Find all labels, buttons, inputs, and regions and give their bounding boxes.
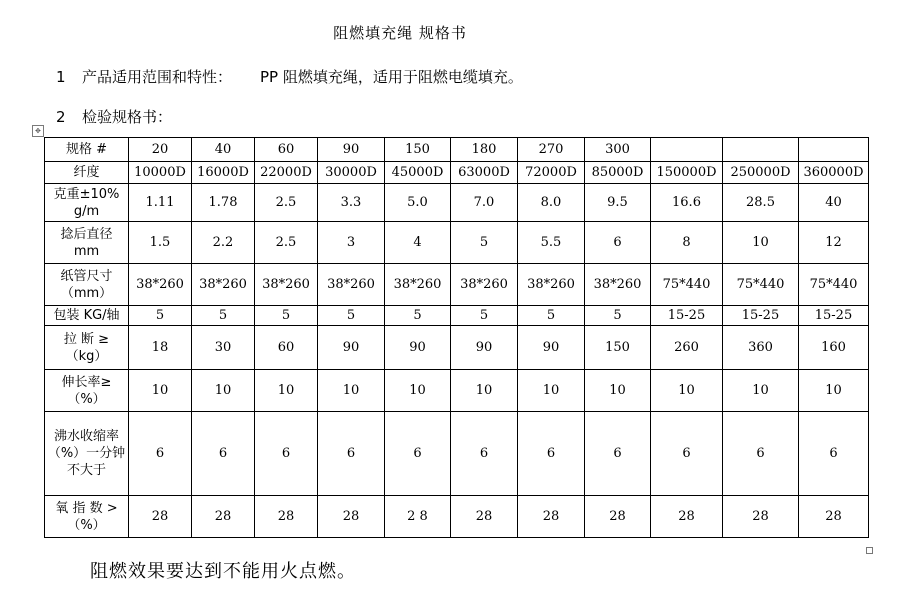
table-cell: 40 [799,184,869,222]
table-cell: 75*440 [799,264,869,306]
row-header: 纤度 [45,162,129,184]
table-cell: 2.5 [255,184,318,222]
table-cell: 18 [129,326,192,370]
table-row [45,162,869,184]
table-cell: 40 [192,138,255,162]
table-cell: 6 [723,412,799,496]
table-cell: 28 [129,496,192,538]
table-cell: 6 [585,222,651,264]
table-cell: 150000D [651,162,723,184]
table-cell: 3.3 [318,184,385,222]
table-cell: 360 [723,326,799,370]
section-1-text: PP 阻燃填充绳，适用于阻燃电缆填充。 [260,68,523,86]
table-cell: 38*260 [192,264,255,306]
table-cell: 28 [723,496,799,538]
table-cell: 2.5 [255,222,318,264]
table-cell: 10 [255,370,318,412]
table-cell: 360000D [799,162,869,184]
table-row [45,412,869,496]
table-cell: 28 [585,496,651,538]
table-cell: 28 [799,496,869,538]
table-cell: 28 [318,496,385,538]
table-row [45,184,869,222]
table-cell: 5 [129,306,192,326]
table-cell: 6 [255,412,318,496]
row-header: 沸水收缩率 （%）一分钟不大于 [45,412,129,496]
table-cell: 10 [723,222,799,264]
table-row [45,496,869,538]
section-1 [56,66,523,87]
table-cell: 38*260 [255,264,318,306]
table-cell: 6 [451,412,518,496]
table-cell: 10 [651,370,723,412]
table-cell: 90 [318,326,385,370]
table-cell: 90 [318,138,385,162]
table-cell: 72000D [518,162,585,184]
table-row [45,138,869,162]
table-cell: 60 [255,326,318,370]
table-cell: 2 8 [385,496,451,538]
table-cell: 180 [451,138,518,162]
table-cell: 10 [723,370,799,412]
table-cell: 6 [192,412,255,496]
table-cell: 300 [585,138,651,162]
row-header: 氧 指 数 > （%） [45,496,129,538]
table-cell: 38*260 [385,264,451,306]
table-cell: 30000D [318,162,385,184]
table-cell [799,138,869,162]
row-header: 包装 KG/轴 [45,306,129,326]
table-cell: 6 [129,412,192,496]
table-cell: 28 [651,496,723,538]
table-cell: 2.2 [192,222,255,264]
table-cell: 6 [799,412,869,496]
table-cell: 60 [255,138,318,162]
table-cell: 38*260 [129,264,192,306]
table-row [45,306,869,326]
table-cell: 9.5 [585,184,651,222]
row-header: 伸长率≥ （%） [45,370,129,412]
table-cell: 20 [129,138,192,162]
table-cell: 5 [451,306,518,326]
table-cell: 6 [651,412,723,496]
table-cell: 90 [385,326,451,370]
table-cell: 28 [451,496,518,538]
table-row [45,326,869,370]
table-cell: 6 [385,412,451,496]
table-cell: 75*440 [723,264,799,306]
table-cell: 38*260 [451,264,518,306]
table-cell: 1.11 [129,184,192,222]
spec-table [44,137,869,538]
table-resize-handle[interactable] [866,547,873,554]
table-cell: 15-25 [799,306,869,326]
table-cell: 5 [318,306,385,326]
table-cell: 5.0 [385,184,451,222]
table-cell: 6 [518,412,585,496]
table-cell: 8 [651,222,723,264]
row-header: 纸管尺寸 （mm） [45,264,129,306]
section-2-number: 2 [56,108,66,126]
table-cell: 4 [385,222,451,264]
table-cell: 85000D [585,162,651,184]
table-cell: 5 [585,306,651,326]
table-cell: 160 [799,326,869,370]
table-cell: 250000D [723,162,799,184]
footer-note: 阻燃效果要达到不能用火点燃。 [90,561,356,582]
section-2-label: 检验规格书： [82,108,173,126]
table-cell: 150 [385,138,451,162]
table-cell: 30 [192,326,255,370]
table-cell: 10 [585,370,651,412]
table-cell: 10 [799,370,869,412]
table-cell: 1.78 [192,184,255,222]
table-cell: 90 [518,326,585,370]
table-row [45,222,869,264]
table-cell: 38*260 [518,264,585,306]
table-cell: 5.5 [518,222,585,264]
table-cell: 45000D [385,162,451,184]
table-cell: 28.5 [723,184,799,222]
table-cell: 28 [518,496,585,538]
section-1-label: 产品适用范围和特性： [82,68,233,86]
table-cell: 15-25 [651,306,723,326]
table-cell: 5 [451,222,518,264]
table-cell: 15-25 [723,306,799,326]
table-cell: 7.0 [451,184,518,222]
table-cell: 16.6 [651,184,723,222]
table-cell: 6 [585,412,651,496]
table-cell: 90 [451,326,518,370]
table-cell [651,138,723,162]
table-cell: 150 [585,326,651,370]
table-cell: 5 [385,306,451,326]
table-cell: 260 [651,326,723,370]
table-cell: 6 [318,412,385,496]
table-cell: 10 [451,370,518,412]
table-cell: 16000D [192,162,255,184]
table-cell: 10000D [129,162,192,184]
table-cell: 3 [318,222,385,264]
table-cell: 10 [192,370,255,412]
row-header: 克重±10% g/m [45,184,129,222]
table-cell: 12 [799,222,869,264]
table-cell: 75*440 [651,264,723,306]
table-cell: 28 [192,496,255,538]
row-header: 规格 # [45,138,129,162]
table-cell: 270 [518,138,585,162]
table-cell: 8.0 [518,184,585,222]
table-cell: 5 [192,306,255,326]
table-cell: 10 [385,370,451,412]
table-cell: 22000D [255,162,318,184]
table-cell: 63000D [451,162,518,184]
section-1-number: 1 [56,68,66,86]
table-cell: 5 [255,306,318,326]
table-cell [723,138,799,162]
table-row [45,370,869,412]
table-cell: 38*260 [585,264,651,306]
document-title: 阻燃填充绳 规格书 [333,24,467,42]
table-cell: 1.5 [129,222,192,264]
section-2 [56,106,172,127]
row-header: 捻后直径 mm [45,222,129,264]
table-cell: 5 [518,306,585,326]
move-cross-icon[interactable]: ✥ [32,125,44,137]
table-cell: 28 [255,496,318,538]
table-cell: 10 [518,370,585,412]
row-header: 拉 断 ≥ （kg） [45,326,129,370]
table-row [45,264,869,306]
table-cell: 10 [129,370,192,412]
table-cell: 38*260 [318,264,385,306]
table-cell: 10 [318,370,385,412]
